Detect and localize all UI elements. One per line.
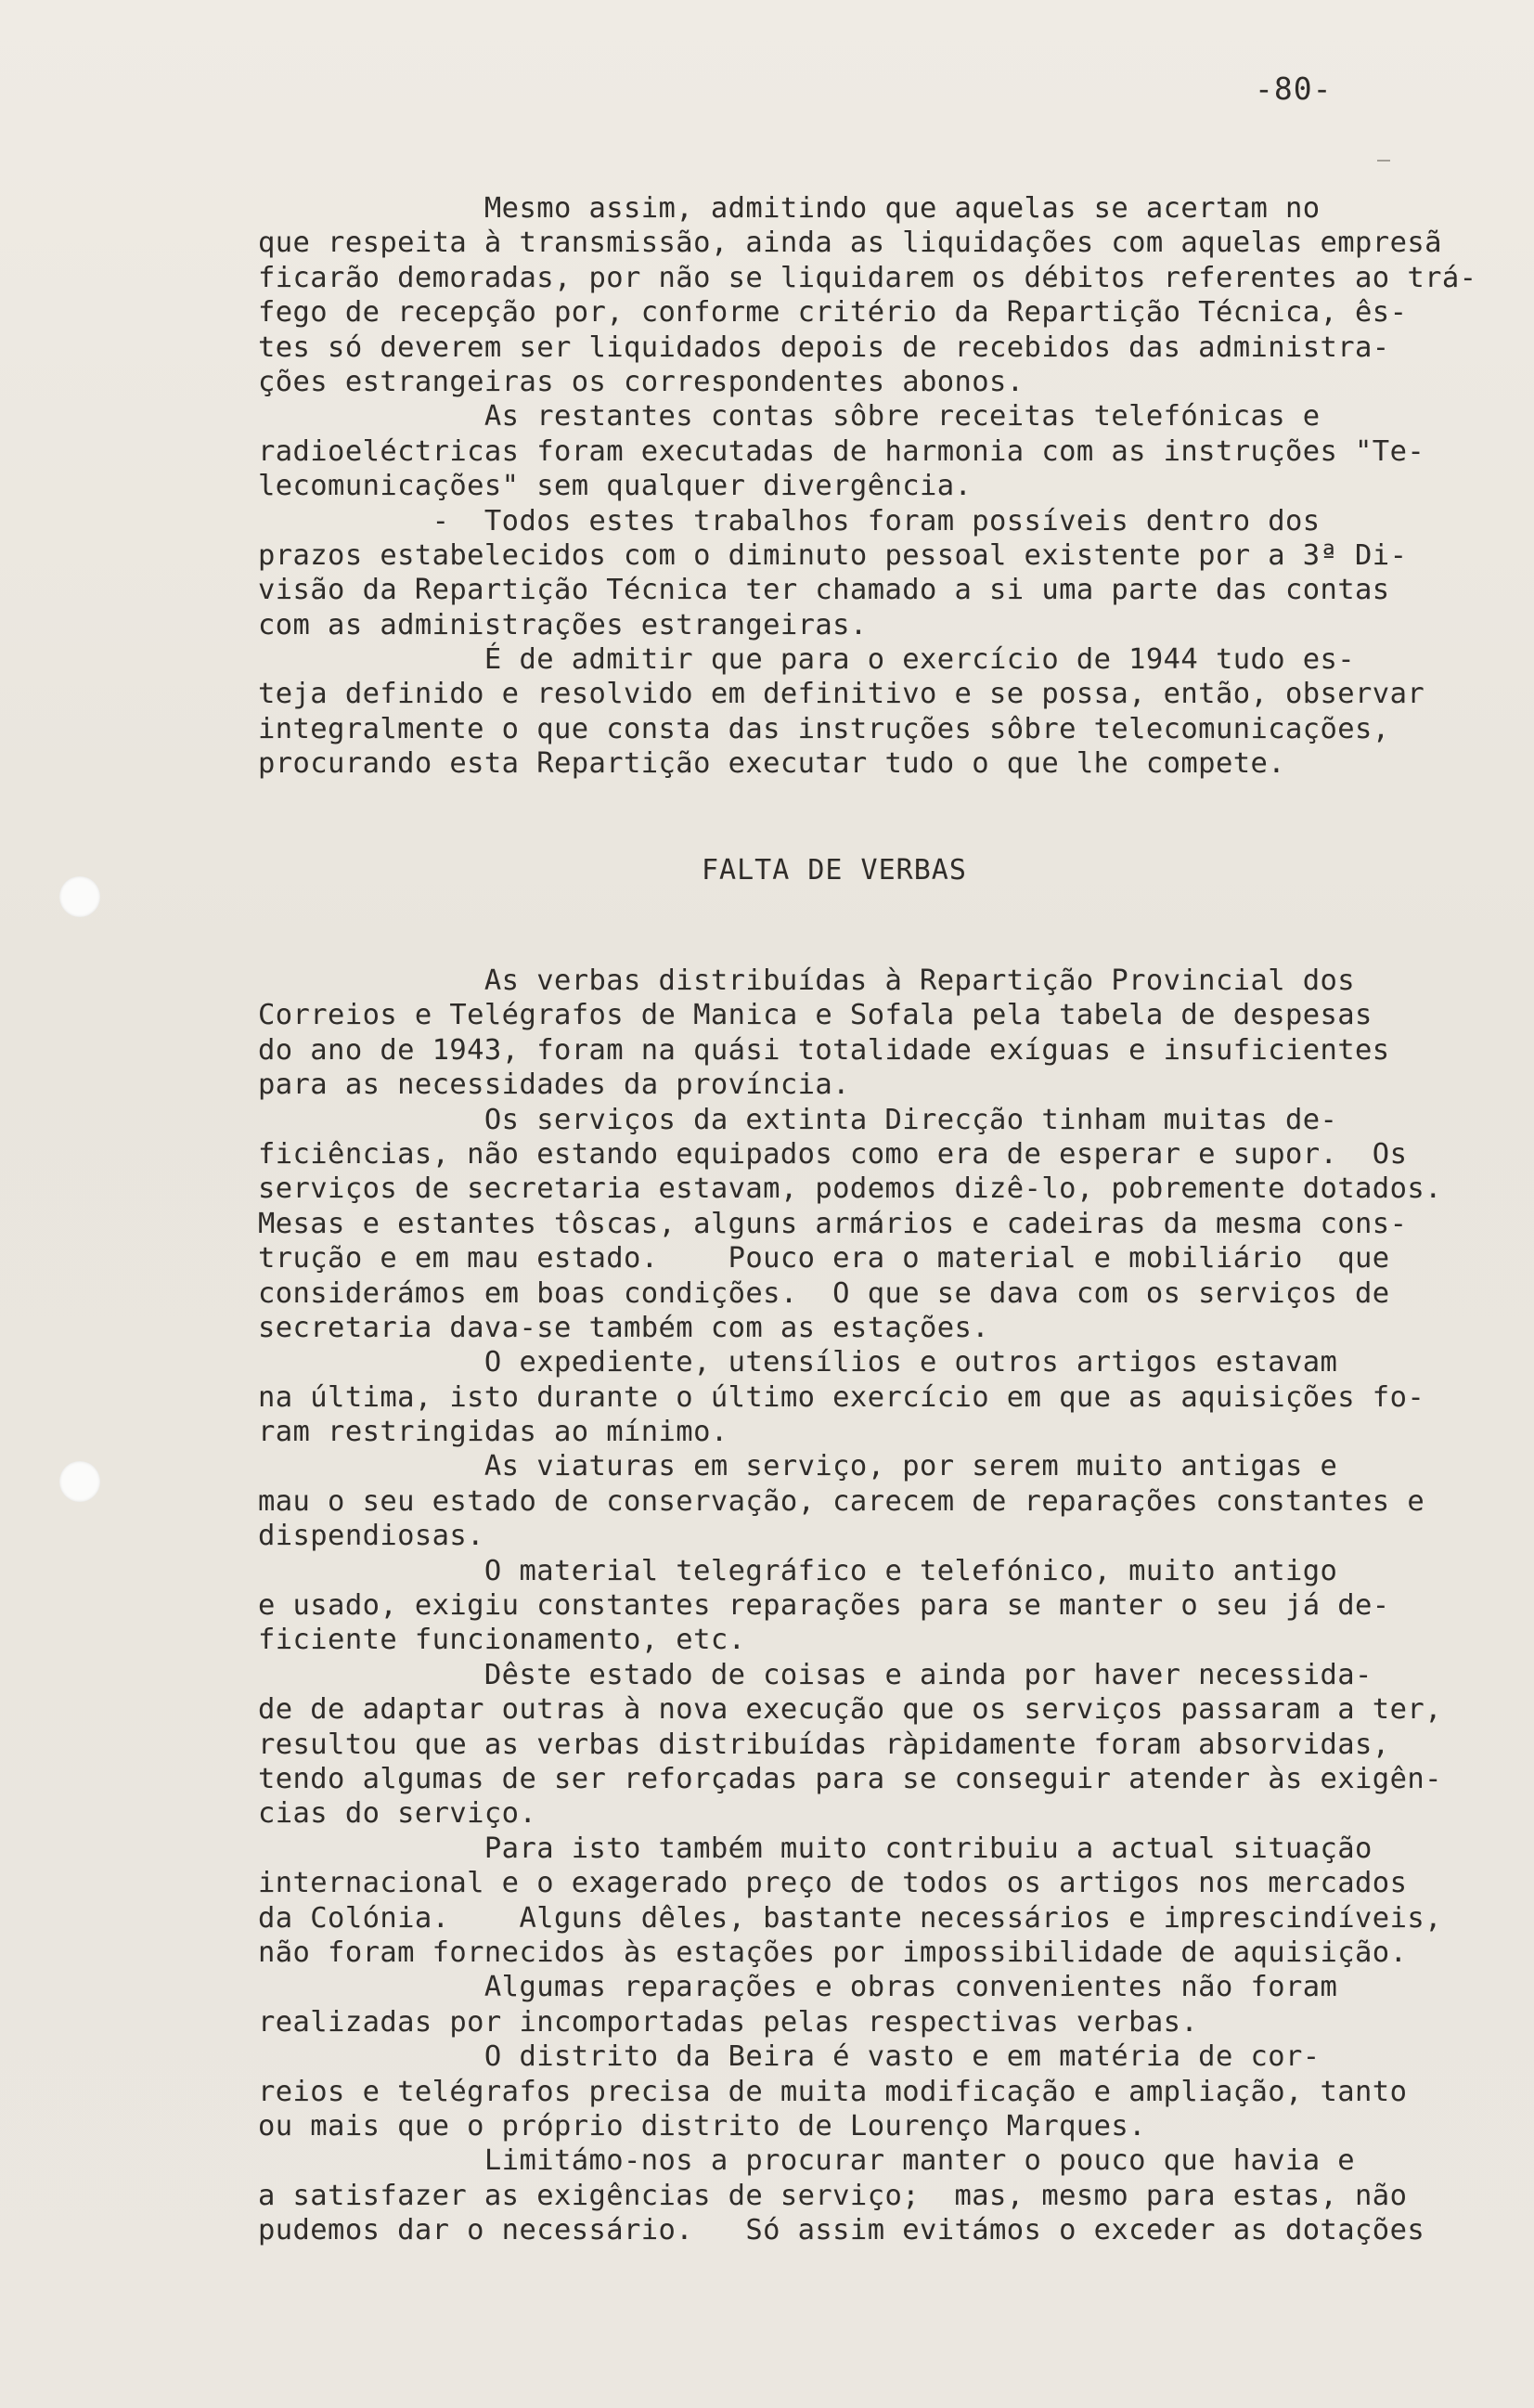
- text-line: a satisfazer as exigências de serviço; mas, mesmo para estas, não: [258, 2179, 1408, 2212]
- pencil-mark: [1377, 160, 1390, 162]
- text-line: lecomunicações" sem qualquer divergência.: [258, 470, 973, 503]
- text-line: Os serviços da extinta Direcção tinham muitas de-: [258, 1103, 1338, 1136]
- text-line: Mesmo assim, admitindo que aquelas se acertam no: [258, 192, 1321, 225]
- text-line: secretaria dava-se também com as estações.: [258, 1311, 990, 1344]
- text-line: mau o seu estado de conservação, carecem de reparações constantes e: [258, 1484, 1425, 1518]
- paragraph-block-remittances: [258, 191, 1520, 782]
- text-line: de de adaptar outras à nova execução que os serviços passaram a ter,: [258, 1693, 1442, 1727]
- text-line: realizadas por incomportadas pelas respectivas verbas.: [258, 2005, 1199, 2039]
- text-line: teja definido e resolvido em definitivo e se possa, então, observar: [258, 678, 1425, 711]
- text-line: - Todos estes trabalhos foram possíveis dentro dos: [258, 504, 1321, 537]
- text-line: trução e em mau estado. Pouco era o material e mobiliário que: [258, 1242, 1390, 1275]
- text-line: ções estrangeiras os correspondentes abonos.: [258, 365, 1025, 398]
- text-line: prazos estabelecidos com o diminuto pessoal existente por a 3ª Di-: [258, 538, 1408, 572]
- text-line: As verbas distribuídas à Repartição Provincial dos: [258, 964, 1356, 997]
- punch-hole: [59, 876, 100, 917]
- paragraph-block-falta-de-verbas: [258, 964, 1520, 2247]
- text-line: visão da Repartição Técnica ter chamado a si uma parte das contas: [258, 574, 1390, 607]
- text-line: Dêste estado de coisas e ainda por haver necessida-: [258, 1658, 1373, 1691]
- text-line: internacional e o exagerado preço de todos os artigos nos mercados: [258, 1867, 1408, 1900]
- text-line: procurando esta Repartição executar tudo o que lhe compete.: [258, 747, 1285, 781]
- text-line: cias do serviço.: [258, 1797, 537, 1831]
- text-line: tes só deverem ser liquidados depois de recebidos das administra-: [258, 330, 1390, 364]
- text-line: da Colónia. Alguns dêles, bastante necessários e imprescindíveis,: [258, 1901, 1442, 1935]
- text-line: pudemos dar o necessário. Só assim evitámos o exceder as dotações: [258, 2214, 1425, 2247]
- text-line: É de admitir que para o exercício de 1944 tudo es-: [258, 643, 1356, 677]
- text-line: para as necessidades da província.: [258, 1068, 850, 1102]
- text-line: na última, isto durante o último exercício em que as aquisições fo-: [258, 1380, 1425, 1414]
- text-line: que respeita à transmissão, ainda as liquidações com aquelas empresã: [258, 227, 1442, 260]
- section-heading: FALTA DE VERBAS: [702, 854, 967, 887]
- text-line: do ano de 1943, foram na quási totalidade exíguas e insuficientes: [258, 1033, 1390, 1067]
- text-line: radioeléctricas foram executadas de harmonia com as instruções "Te-: [258, 434, 1425, 468]
- text-line: O expediente, utensílios e outros artigos estavam: [258, 1346, 1338, 1379]
- text-line: ram restringidas ao mínimo.: [258, 1416, 728, 1449]
- text-line: e usado, exigiu constantes reparações para se manter o seu já de-: [258, 1589, 1390, 1623]
- page-number: -80-: [1255, 71, 1333, 107]
- text-line: fego de recepção por, conforme critério da Repartição Técnica, ês-: [258, 296, 1408, 330]
- text-line: ficiente funcionamento, etc.: [258, 1624, 746, 1657]
- text-line: ficarão demoradas, por não se liquidarem os débitos referentes ao trá-: [258, 261, 1477, 294]
- text-line: O material telegráfico e telefónico, muito antigo: [258, 1554, 1338, 1587]
- text-line: resultou que as verbas distribuídas ràpidamente foram absorvidas,: [258, 1728, 1390, 1761]
- text-line: As restantes contas sôbre receitas telefónicas e: [258, 400, 1321, 434]
- text-line: integralmente o que consta das instruções sôbre telecomunicações,: [258, 712, 1390, 745]
- text-line: Correios e Telégrafos de Manica e Sofala pela tabela de despesas: [258, 999, 1373, 1032]
- text-line: dispendiosas.: [258, 1520, 484, 1553]
- text-line: Limitámo-nos a procurar manter o pouco que havia e: [258, 2144, 1356, 2178]
- text-line: Para isto também muito contribuiu a actual situação: [258, 1832, 1373, 1865]
- text-line: reios e telégrafos precisa de muita modificação e ampliação, tanto: [258, 2075, 1408, 2108]
- text-line: considerámos em boas condições. O que se dava com os serviços de: [258, 1276, 1390, 1310]
- text-line: As viaturas em serviço, por serem muito antigas e: [258, 1450, 1338, 1483]
- text-line: ficiências, não estando equipados como era de esperar e supor. Os: [258, 1137, 1408, 1171]
- text-line: Mesas e estantes tôscas, alguns armários e cadeiras da mesma cons-: [258, 1207, 1408, 1240]
- punch-hole: [59, 1461, 100, 1502]
- text-line: serviços de secretaria estavam, podemos dizê-lo, pobremente dotados.: [258, 1172, 1442, 1206]
- text-line: com as administrações estrangeiras.: [258, 608, 868, 641]
- text-line: Algumas reparações e obras convenientes não foram: [258, 1971, 1338, 2004]
- text-line: tendo algumas de ser reforçadas para se conseguir atender às exigên-: [258, 1762, 1442, 1795]
- text-line: O distrito da Beira é vasto e em matéria de cor-: [258, 2040, 1321, 2074]
- text-line: não foram fornecidos às estações por impossibilidade de aquisição.: [258, 1935, 1408, 1969]
- text-line: ou mais que o próprio distrito de Lourenço Marques.: [258, 2109, 1146, 2143]
